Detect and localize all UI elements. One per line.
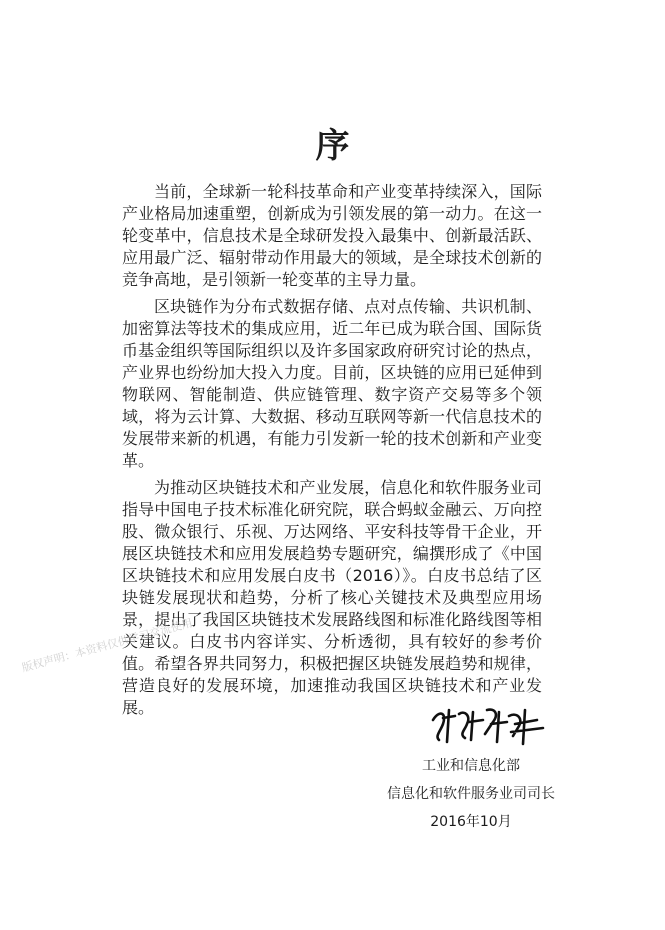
handwritten-signature (425, 700, 555, 748)
signoff-date: 2016年10月 (430, 814, 512, 830)
preface-title: 序 (315, 126, 350, 166)
signoff-org: 工业和信息化部 (422, 758, 520, 774)
preface-body (122, 181, 542, 724)
paragraph-2: 区块链作为分布式数据存储、点对点传输、共识机制、加密算法等技术的集成应用，近二年已成为联合国、国际货币基金组织等国际组织以及许多国家政府研究讨论的热点，产业界也纷纷加大投入力度。目前，区块链的应用已延伸到物联网、智能制造、供应链管理、数字资产交易等多个领域，将为云计算、大数据、移动互联网等新一代信息技术的发展带来新的机遇，有能力引发新一轮的技术创新和产业变革。 (122, 297, 542, 470)
paragraph-3: 为推动区块链技术和产业发展，信息化和软件服务业司指导中国电子技术标准化研究院，联合蚂蚁金融云、万向控股、微众银行、乐视、万达网络、平安科技等骨干企业，开展区块链技术和应用发展趋势专题研究，编撰形成了《中国区块链技术和应用发展白皮书（2016）》。白皮书总结了区块链发展现状和趋势，分析了核心关键技术及典型应用场景，提出了我国区块链技术发展路线图和标准化路线图等相关建议。白皮书内容详实、分析透彻，具有较好的参考价值。希望各界共同努力，积极把握区块链发展趋势和规律，营造良好的发展环境，加速推动我国区块链技术和产业发展。 (122, 478, 542, 717)
watermark-text: 版权声明：本资料仅供学习交流使用 (20, 616, 194, 675)
signoff-block (387, 752, 555, 836)
paragraph-1: 当前，全球新一轮科技革命和产业变革持续深入，国际产业格局加速重塑，创新成为引领发展的第一动力。在这一轮变革中，信息技术是全球研发投入最集中、创新最活跃、应用最广泛、辐射带动作用最大的领域，是全球技术创新的竞争高地，是引领新一轮变革的主导力量。 (122, 182, 542, 289)
signoff-title: 信息化和软件服务业司司长 (387, 786, 555, 802)
